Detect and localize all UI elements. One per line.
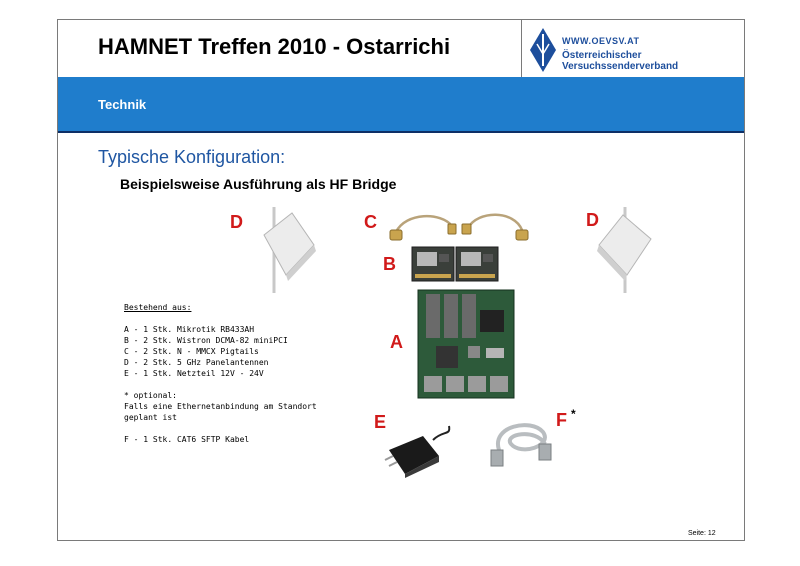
minipci-card-right-icon: [455, 246, 499, 282]
power-adapter-icon: [383, 420, 458, 480]
section-label: Technik: [98, 97, 147, 112]
component-list: [124, 302, 317, 445]
optional-line: geplant ist: [124, 413, 177, 422]
panel-antenna-left-icon: [254, 205, 324, 295]
label-d-right: D: [586, 210, 599, 230]
pigtail-cable-right-icon: [456, 206, 536, 246]
page-number: Seite: 12: [688, 530, 716, 537]
slide-subtitle: Typische Konfiguration:: [98, 147, 286, 167]
list-title: Bestehend aus:: [124, 303, 192, 312]
header-divider: [521, 20, 522, 77]
panel-antenna-right-icon: [593, 205, 663, 295]
content-heading: Beispielsweise Ausführung als HF Bridge: [120, 176, 397, 192]
list-item: B - 2 Stk. Wistron DCMA-82 miniPCI: [124, 336, 288, 345]
slide: [57, 19, 745, 541]
label-a: A: [390, 332, 403, 352]
list-item: E - 1 Stk. Netzteil 12V - 24V: [124, 369, 264, 378]
ethernet-cable-icon: [481, 416, 561, 472]
logo-url: WWW.OEVSV.AT: [562, 36, 640, 46]
routerboard-icon: [416, 288, 516, 400]
optional-line: Falls eine Ethernetanbindung am Standort: [124, 402, 317, 411]
slide-header: [58, 20, 744, 78]
label-b: B: [383, 254, 396, 274]
label-d-left: D: [230, 212, 243, 232]
label-c: C: [364, 212, 377, 232]
label-f: F: [556, 410, 567, 430]
list-item: C - 2 Stk. N - MMCX Pigtails: [124, 347, 259, 356]
oevsv-logo-icon: [530, 28, 556, 72]
slide-title: HAMNET Treffen 2010 - Ostarrichi: [98, 34, 451, 59]
label-e: E: [374, 412, 387, 432]
minipci-card-left-icon: [411, 246, 455, 282]
section-band-underline: [58, 131, 744, 133]
pigtail-cable-left-icon: [386, 206, 466, 246]
optional-label: * optional:: [124, 391, 177, 400]
logo-name: Österreichischer Versuchssenderverband: [562, 50, 679, 72]
optional-item: F - 1 Stk. CAT6 SFTP Kabel: [124, 435, 250, 444]
list-item: A - 1 Stk. Mikrotik RB433AH: [124, 325, 255, 334]
list-item: D - 2 Stk. 5 GHz Panelantennen: [124, 358, 269, 367]
section-band: [58, 77, 744, 131]
label-f-star: *: [571, 407, 576, 421]
